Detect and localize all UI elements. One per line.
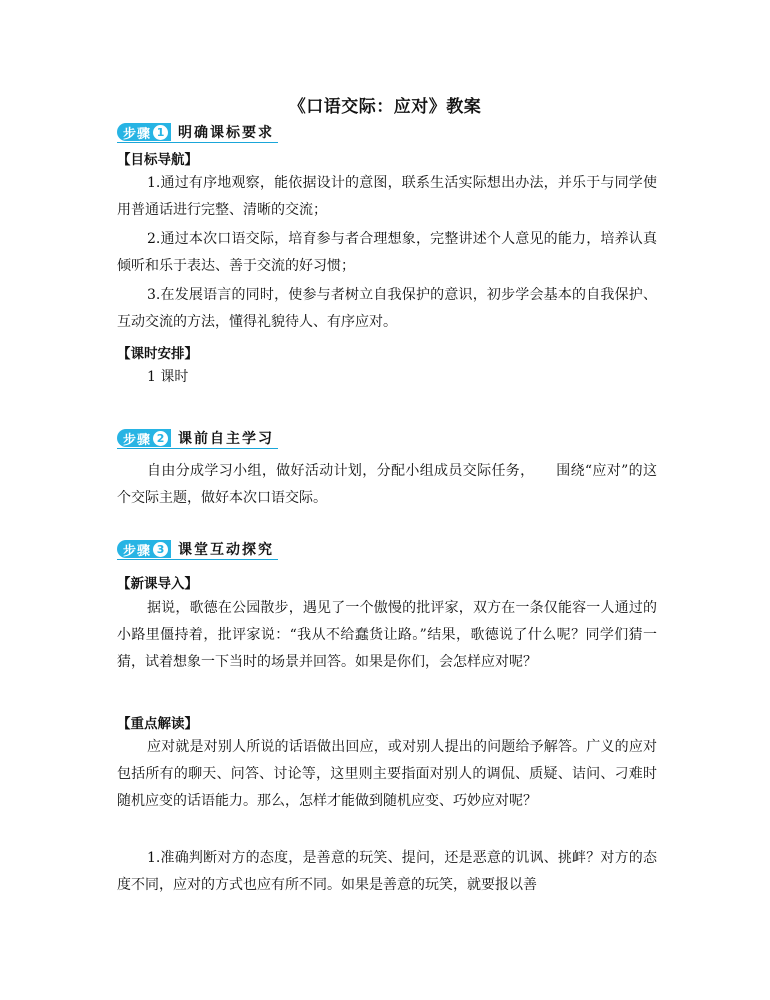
- step-number-icon: 1: [153, 125, 168, 140]
- paragraph-prestudy: 自由分成学习小组，做好活动计划，分配小组成员交际任务， 围绕“应对”的这个交际主题，做好本次口语交际。: [117, 463, 657, 506]
- step-number-icon: 3: [153, 542, 168, 557]
- step-badge: [117, 540, 171, 558]
- step-badge: [117, 429, 171, 447]
- step-title: 课前自主学习: [178, 431, 275, 447]
- step-title: 课堂互动探究: [178, 542, 275, 558]
- step-1-header: [117, 122, 278, 143]
- heading-intro: 【新课导入】: [117, 576, 198, 592]
- paragraph-goal-3: 3.在发展语言的同时，使参与者树立自我保护的意识，初步学会基本的自我保护、互动交流的方法，懂得礼貌待人、有序应对。: [117, 287, 657, 330]
- paragraph-key-1: 应对就是对别人所说的话语做出回应，或对别人提出的问题给予解答。广义的应对包括所有的聊天、问答、讨论等，这里则主要指面对别人的调侃、质疑、诘问、刁难时随机应变的话语能力。那么，怎样才能做到随机应变、巧妙应对呢？: [117, 739, 657, 809]
- step-title: 明确课标要求: [178, 125, 275, 141]
- document-title: 《口语交际：应对》教案: [288, 97, 482, 117]
- heading-goals: 【目标导航】: [117, 152, 198, 168]
- step-number-icon: 2: [153, 431, 168, 446]
- paragraph-schedule: 1 课时: [147, 369, 189, 385]
- step-word: 步骤: [123, 126, 152, 142]
- paragraph-key-2: 1.准确判断对方的态度，是善意的玩笑、提问，还是恶意的讥讽、挑衅？对方的态度不同，应对的方式也应有所不同。如果是善意的玩笑，就要报以善: [117, 850, 657, 893]
- paragraph-goal-1: 1.通过有序地观察，能依据设计的意图，联系生活实际想出办法，并乐于与同学使用普通话进行完整、清晰的交流；: [117, 175, 657, 218]
- paragraph-intro: 据说，歌德在公园散步，遇见了一个傲慢的批评家，双方在一条仅能容一人通过的小路里僵持着，批评家说：“我从不给蠢货让路。”结果，歌德说了什么呢？同学们猜一猜，试着想象一下当时的场景并回答。如果是你们，会怎样应对呢？: [117, 600, 657, 670]
- heading-key: 【重点解读】: [117, 716, 198, 732]
- step-word: 步骤: [123, 543, 152, 559]
- step-word: 步骤: [123, 432, 152, 448]
- heading-schedule: 【课时安排】: [117, 346, 198, 362]
- step-badge: [117, 123, 171, 141]
- paragraph-goal-2: 2.通过本次口语交际，培育参与者合理想象，完整讲述个人意见的能力，培养认真倾听和乐于表达、善于交流的好习惯；: [117, 231, 657, 274]
- step-3-header: [117, 539, 278, 560]
- step-2-header: [117, 428, 278, 449]
